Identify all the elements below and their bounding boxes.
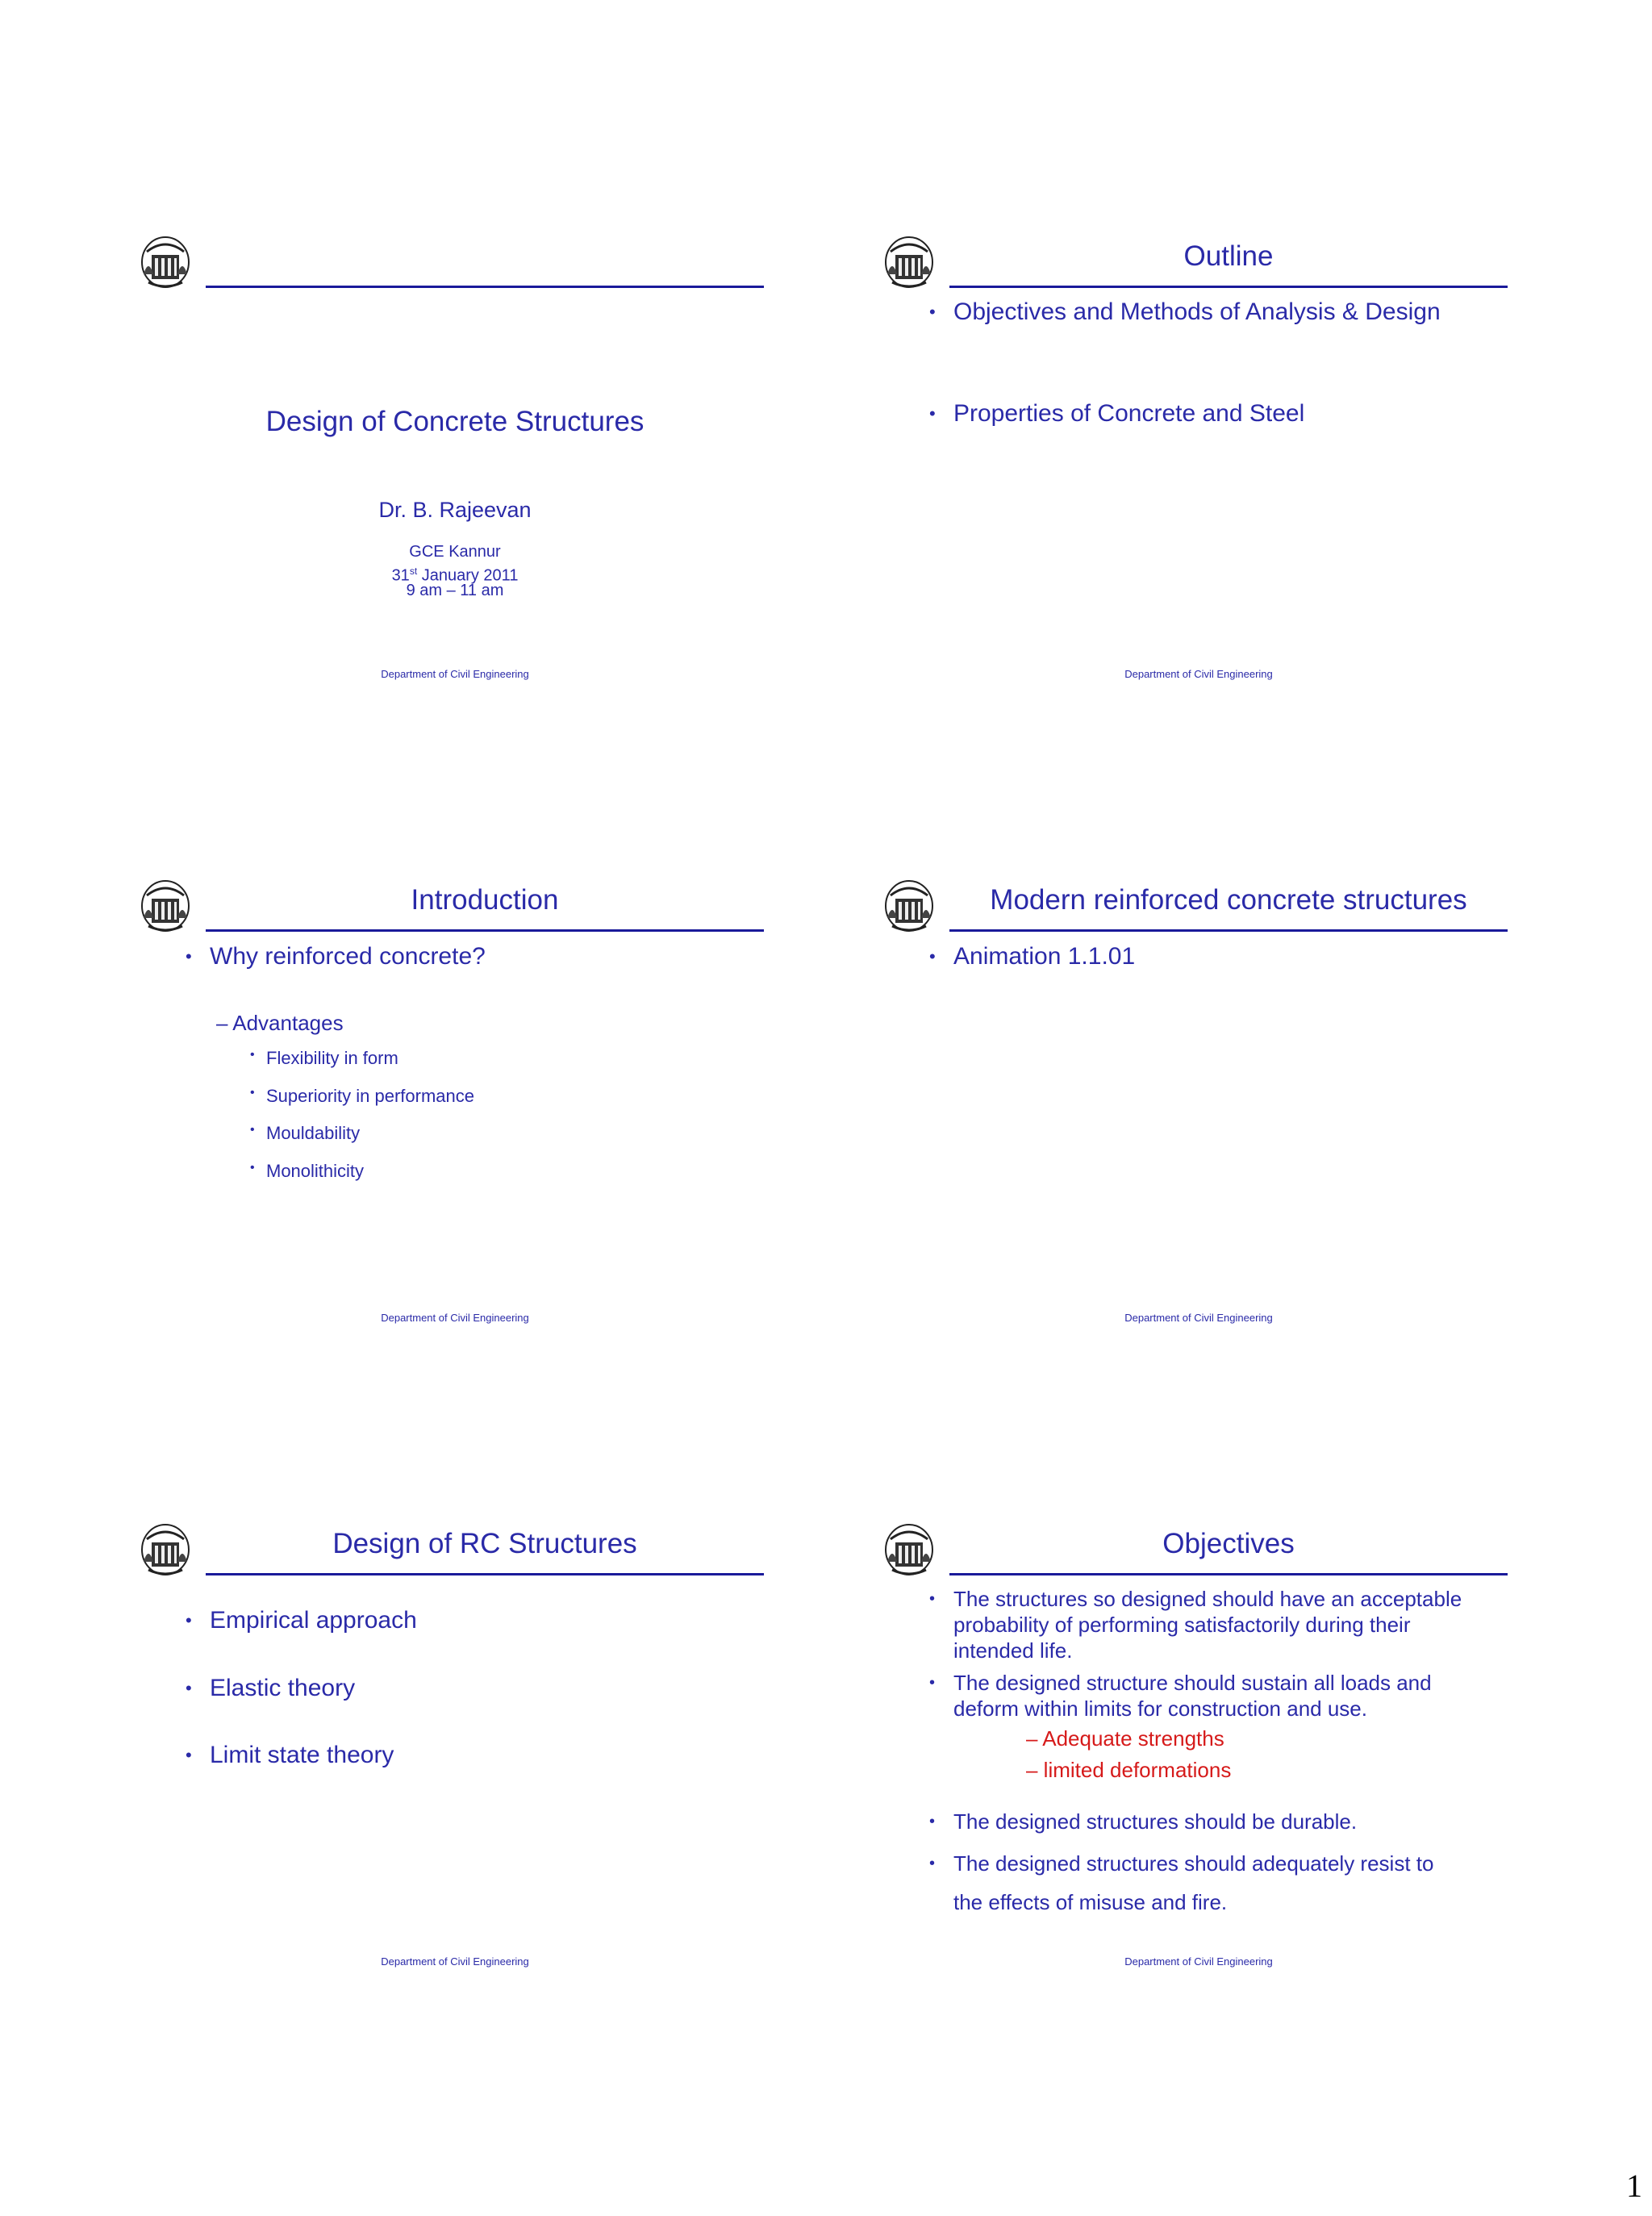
advantage-item: • Monolithicity <box>250 1161 365 1181</box>
slide-title: Outline <box>1183 240 1274 272</box>
title-rule <box>949 286 1508 288</box>
bullet-icon: • <box>929 1813 936 1830</box>
slide-title <box>129 210 871 774</box>
bullet-icon: • <box>186 1610 192 1630</box>
bullet-icon: • <box>929 1855 936 1872</box>
lecture-time: 9 am – 11 am <box>406 582 504 599</box>
sub-heading: – Advantages <box>216 1011 344 1035</box>
advantage-item: • Superiority in performance <box>250 1086 475 1106</box>
bullet-icon: • <box>929 946 936 966</box>
bullet-item: • Why reinforced concrete? <box>186 943 486 970</box>
author-name: Dr. B. Rajeevan <box>378 498 532 522</box>
slide-title: Modern reinforced concrete structures <box>990 884 1467 916</box>
college-emblem-icon <box>882 1521 936 1578</box>
bullet-icon: • <box>929 1674 936 1692</box>
bullet-icon: • <box>186 1745 192 1765</box>
college-emblem-icon <box>139 234 192 290</box>
slide-title: Objectives <box>1162 1528 1295 1559</box>
requirement-item: – limited deformations <box>1026 1758 1232 1782</box>
slide-footer: Department of Civil Engineering <box>381 1312 529 1324</box>
objective-item: • The designed structures should adequately resist to <box>929 1851 1434 1876</box>
advantage-item: • Flexibility in form <box>250 1048 398 1068</box>
bullet-item: • Animation 1.1.01 <box>929 943 1136 970</box>
institution: GCE Kannur <box>409 543 501 561</box>
bullet-icon: • <box>929 1590 936 1608</box>
objective-item: • The designed structures should be durable. <box>929 1809 1358 1834</box>
bullet-item: • Empirical approach <box>186 1607 417 1634</box>
objective-item: • The structures so designed should have an acceptable probability of performing satisfactorily during their intended life. <box>929 1587 1462 1663</box>
slide-footer: Department of Civil Engineering <box>1124 668 1273 680</box>
bullet-item: • Properties of Concrete and Steel <box>929 400 1305 427</box>
college-emblem-icon <box>882 234 936 290</box>
bullet-icon: • <box>250 1086 255 1100</box>
slide-footer: Department of Civil Engineering <box>1124 1955 1273 1968</box>
bullet-item: • Limit state theory <box>186 1742 394 1768</box>
slide-design-rc <box>129 1497 871 2062</box>
objective-item: • The designed structure should sustain all loads and deform within limits for construction and use. <box>929 1671 1432 1721</box>
bullet-icon: • <box>929 302 936 322</box>
title-rule <box>206 286 764 288</box>
slide-modern-structures <box>873 853 1615 1418</box>
bullet-item: • Elastic theory <box>186 1675 356 1701</box>
slide-outline <box>873 210 1615 774</box>
college-emblem-icon <box>882 878 936 934</box>
slide-footer: Department of Civil Engineering <box>381 668 529 680</box>
slide-objectives <box>873 1497 1615 2062</box>
slide-footer: Department of Civil Engineering <box>381 1955 529 1968</box>
college-emblem-icon <box>139 878 192 934</box>
bullet-icon: • <box>250 1161 255 1175</box>
college-emblem-icon <box>139 1521 192 1578</box>
page-number: 1 <box>1626 2168 1642 2204</box>
requirement-item: – Adequate strengths <box>1026 1726 1224 1751</box>
bullet-item: • Objectives and Methods of Analysis & Design <box>929 298 1441 325</box>
title-rule <box>949 929 1508 932</box>
title-rule <box>206 1573 764 1575</box>
bullet-icon: • <box>929 403 936 424</box>
title-rule <box>206 929 764 932</box>
presentation-title: Design of Concrete Structures <box>265 406 645 437</box>
slide-title: Introduction <box>411 884 559 916</box>
slide-introduction <box>129 853 871 1418</box>
bullet-icon: • <box>250 1123 255 1137</box>
slide-title: Design of RC Structures <box>332 1528 637 1559</box>
slide-footer: Department of Civil Engineering <box>1124 1312 1273 1324</box>
advantage-item: • Mouldability <box>250 1123 361 1143</box>
bullet-icon: • <box>186 1678 192 1698</box>
objective-continuation: the effects of misuse and fire. <box>953 1890 1228 1914</box>
bullet-icon: • <box>250 1048 255 1062</box>
lecture-date: 31st January 2011 <box>391 565 519 585</box>
title-rule <box>949 1573 1508 1575</box>
bullet-icon: • <box>186 946 192 966</box>
